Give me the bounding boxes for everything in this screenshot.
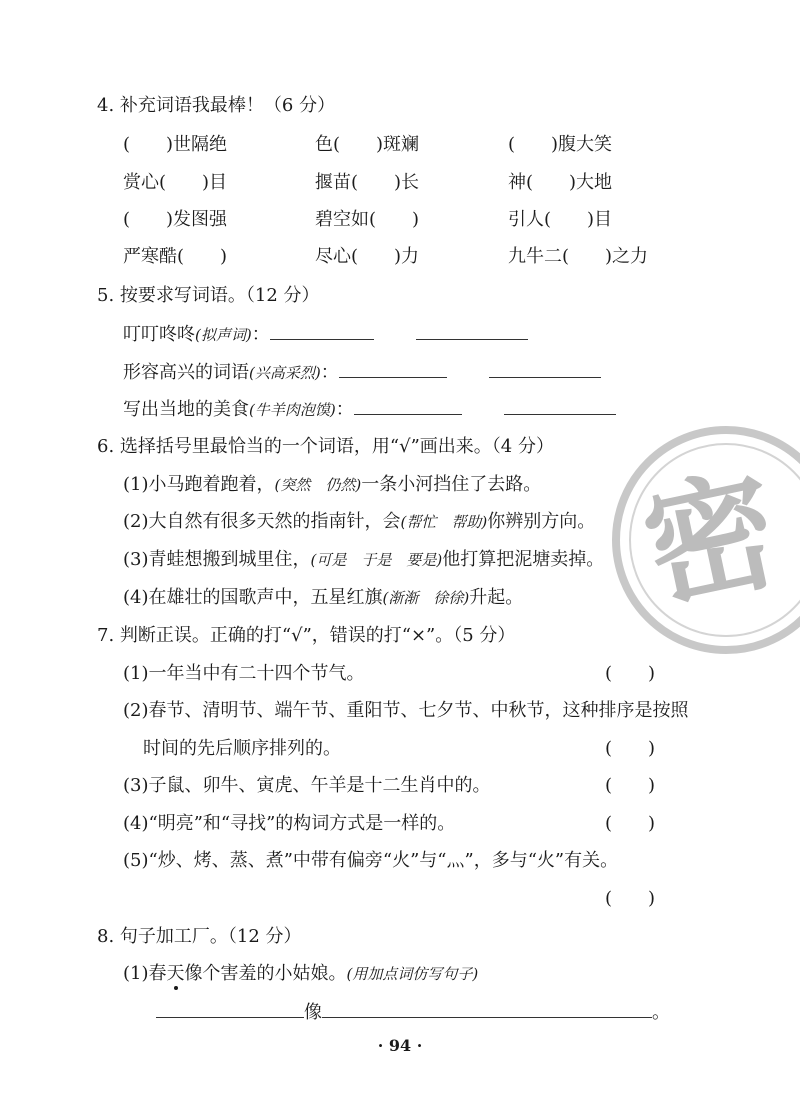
q7-item-3: (3)子鼠、卯牛、寅虎、午羊是十二生肖中的。	[123, 775, 491, 796]
q4-cell: ( )腹大笑	[508, 134, 613, 155]
answer-blank[interactable]	[504, 398, 616, 415]
q4-cell: 色( )斑斓	[315, 134, 420, 155]
q8-dotted-word: 天	[166, 963, 185, 984]
answer-blank[interactable]	[416, 323, 528, 340]
q6-item-options[interactable]: (突然 仍然)	[274, 476, 362, 494]
q5-item-3	[123, 398, 616, 421]
q6-item-3	[123, 549, 604, 571]
q7-item-2: (2)春节、清明节、端午节、重阳节、七夕节、中秋节，这种排序是按照	[123, 700, 689, 721]
q4-cell: 引人( )目	[508, 209, 613, 230]
q4-cell: ( )发图强	[123, 209, 228, 230]
q6-item-1	[123, 474, 541, 496]
q6-item-pre: (3)青蛙想搬到城里住，	[123, 549, 311, 570]
q7-item-5: (5)“炒、烤、蒸、煮”中带有偏旁“火”与“灬”，多与“火”有关。	[123, 850, 619, 871]
q4-cell: 神( )大地	[508, 172, 613, 193]
answer-parentheses[interactable]: ( )	[605, 813, 656, 834]
q5-item-colon: ：	[335, 399, 354, 420]
q4-cell: 碧空如( )	[315, 209, 420, 230]
q5-item-note: (拟声词)	[195, 326, 252, 344]
q5-item-colon: ：	[251, 324, 270, 345]
answer-parentheses[interactable]: ( )	[605, 663, 656, 684]
answer-parentheses[interactable]: ( )	[605, 738, 656, 759]
answer-blank[interactable]	[339, 361, 447, 378]
q5-title: 5. 按要求写词语。（12 分）	[97, 285, 320, 306]
q8-item-note: (用加点词仿写句子)	[346, 965, 479, 983]
q8-title: 8. 句子加工厂。（12 分）	[97, 926, 302, 947]
q6-item-2	[123, 511, 595, 533]
q5-item-note: (兴高采烈)	[249, 364, 321, 382]
stamp-graphic	[606, 420, 800, 660]
answer-blank[interactable]	[270, 323, 374, 340]
q6-item-pre: (4)在雄壮的国歌声中，五星红旗	[123, 587, 383, 608]
q8-fill-end: 。	[652, 1002, 670, 1023]
q4-cell: 九牛二( )之力	[508, 246, 649, 267]
q5-item-label: 形容高兴的词语	[123, 362, 249, 383]
q6-item-post: 一条小河挡住了去路。	[361, 474, 542, 495]
q6-item-pre: (1)小马跑着跑着，	[123, 474, 275, 495]
q6-item-options[interactable]: (帮忙 帮助)	[400, 513, 488, 531]
answer-blank[interactable]	[322, 1001, 652, 1018]
answer-blank[interactable]	[354, 398, 462, 415]
answer-blank[interactable]	[156, 1001, 304, 1018]
q5-item-2	[123, 361, 601, 384]
q7-item-1: (1)一年当中有二十四个节气。	[123, 663, 365, 684]
q5-item-label: 写出当地的美食	[123, 399, 249, 420]
q4-cell: 严寒酷( )	[123, 246, 228, 267]
q6-item-post: 他打算把泥塘卖掉。	[442, 549, 605, 570]
answer-parentheses[interactable]: ( )	[605, 775, 656, 796]
answer-blank[interactable]	[489, 361, 601, 378]
answer-parentheses[interactable]: ( )	[605, 888, 656, 909]
q6-item-post: 升起。	[469, 587, 524, 608]
q5-item-colon: ：	[320, 362, 339, 383]
q7-item-4: (4)“明亮”和“寻找”的构词方式是一样的。	[123, 813, 456, 834]
q4-cell: 赏心( )目	[123, 172, 228, 193]
q4-title: 4. 补充词语我最棒！（6 分）	[97, 95, 336, 116]
q6-item-post: 你辨别方向。	[487, 511, 596, 532]
q6-item-pre: (2)大自然有很多天然的指南针，会	[123, 511, 401, 532]
q4-cell: 揠苗( )长	[315, 172, 420, 193]
q5-item-1	[123, 323, 528, 346]
stamp-char: 密	[631, 452, 791, 628]
q5-item-label: 叮叮咚咚	[123, 324, 195, 345]
q8-fill-mid: 像	[304, 1002, 322, 1023]
q8-fill-line	[156, 1001, 670, 1024]
q8-item-post: 像个害羞的小姑娘。	[184, 963, 347, 984]
q6-item-options[interactable]: (渐渐 徐徐)	[382, 589, 470, 607]
confidential-stamp	[606, 420, 800, 660]
q8-item-1	[123, 963, 478, 985]
q5-item-note: (牛羊肉泡馍)	[249, 401, 336, 419]
q6-item-options[interactable]: (可是 于是 要是)	[310, 551, 443, 569]
q4-cell: ( )世隔绝	[123, 134, 228, 155]
q6-item-4	[123, 587, 523, 609]
page-number: · 94 ·	[377, 1036, 423, 1055]
q4-cell: 尽心( )力	[315, 246, 420, 267]
q7-title: 7. 判断正误。正确的打“√”，错误的打“×”。（5 分）	[97, 625, 516, 646]
q6-title: 6. 选择括号里最恰当的一个词语，用“√”画出来。（4 分）	[97, 436, 554, 457]
q7-item-2-cont: 时间的先后顺序排列的。	[143, 738, 341, 759]
q8-item-pre: (1)春	[123, 963, 167, 984]
